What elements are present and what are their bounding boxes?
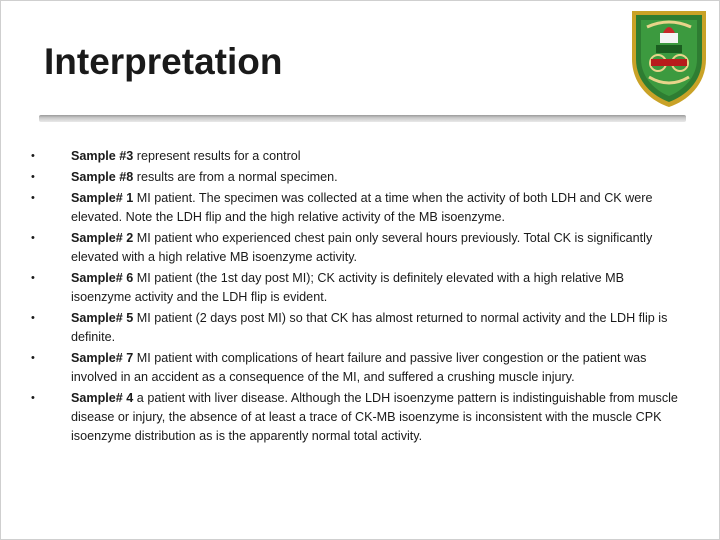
sample-text: MI patient who experienced chest pain only several hours previously. Total CK is significantly elevated with a high relative MB isoenzyme activity. <box>71 231 653 264</box>
sample-label: Sample #3 <box>71 149 134 163</box>
sample-label: Sample# 2 <box>71 231 134 245</box>
slide-title: Interpretation <box>44 41 283 82</box>
sample-text: represent results for a control <box>133 149 301 163</box>
sample-label: Sample# 5 <box>71 311 134 325</box>
sample-label: Sample# 7 <box>71 351 134 365</box>
bullet-list <box>31 147 681 448</box>
sample-text: MI patient (the 1st day post MI); CK activity is definitely elevated with a high relative MB isoenzyme activity and the LDH flip is evident. <box>71 271 624 304</box>
sample-label: Sample# 4 <box>71 391 134 405</box>
list-item <box>31 349 681 387</box>
title-divider <box>39 115 686 122</box>
list-item <box>31 309 681 347</box>
list-item <box>31 189 681 227</box>
university-crest-icon <box>629 7 709 109</box>
sample-text: MI patient with complications of heart failure and passive liver congestion or the patient was involved in an accident as a consequence of the MI, and suffered a crushing muscle injury. <box>71 351 647 384</box>
list-item <box>31 269 681 307</box>
sample-label: Sample# 6 <box>71 271 134 285</box>
sample-text: a patient with liver disease. Although the LDH isoenzyme pattern is indistinguishable from muscle disease or injury, the absence of at least a trace of CK-MB isoenzyme is inconsistent with the muscle CPK isoenzyme distribution as is the apparently normal total activity. <box>71 391 678 443</box>
sample-text: results are from a normal specimen. <box>133 170 338 184</box>
list-item <box>31 168 681 187</box>
sample-label: Sample #8 <box>71 170 134 184</box>
sample-text: MI patient (2 days post MI) so that CK has almost returned to normal activity and the LDH flip is definite. <box>71 311 668 344</box>
list-item <box>31 229 681 267</box>
list-item <box>31 389 681 446</box>
sample-text: MI patient. The specimen was collected at a time when the activity of both LDH and CK were elevated. Note the LDH flip and the high relative activity of the MB isoenzyme. <box>71 191 653 224</box>
list-item <box>31 147 681 166</box>
sample-label: Sample# 1 <box>71 191 134 205</box>
